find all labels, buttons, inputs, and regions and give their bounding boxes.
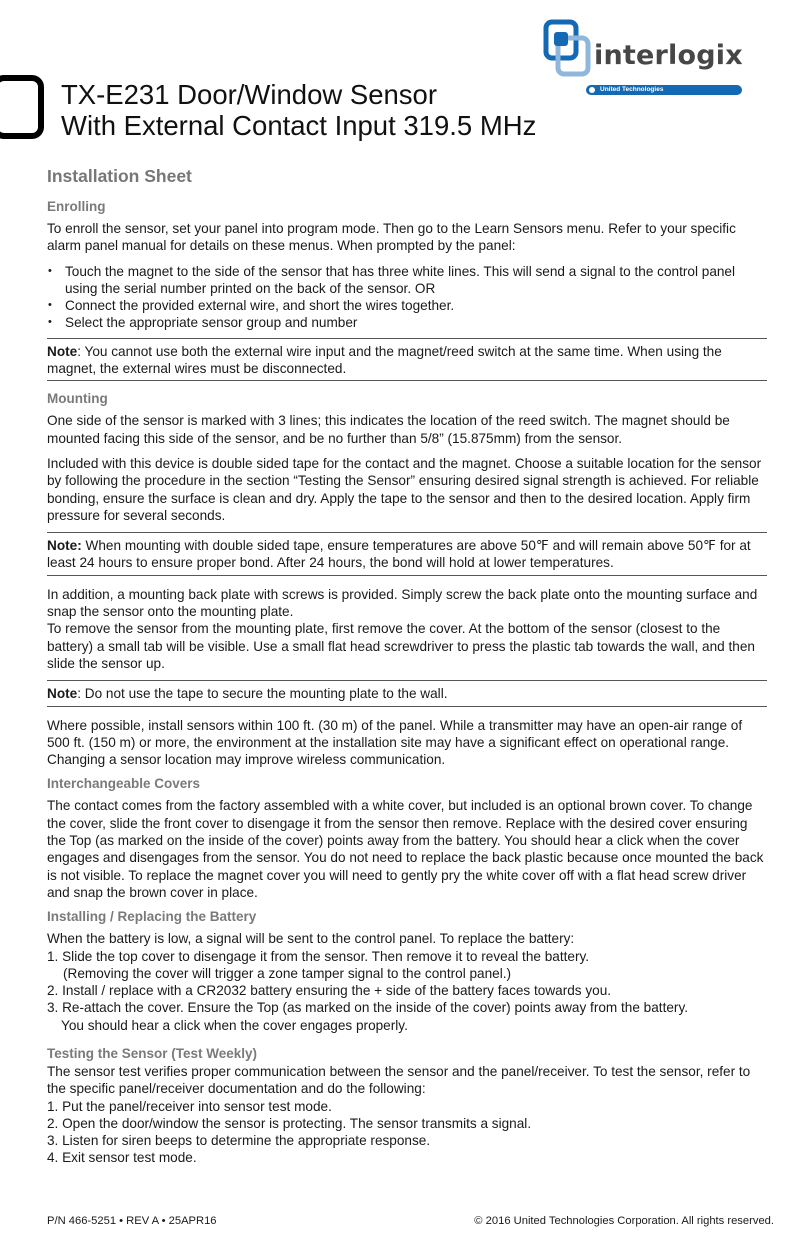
- sheet-title: Installation Sheet: [47, 166, 192, 186]
- brand-name: interlogix: [594, 40, 743, 71]
- brand-logo: [542, 18, 743, 93]
- list-item: • Touch the magnet to the side of the sensor that has three white lines. This will send a signal to the control panel using the serial number printed on the back of the sensor. OR: [47, 263, 767, 298]
- section-testing: [47, 1046, 767, 1167]
- battery-step-1: 1. Slide the top cover to disengage it from the sensor. Then remove it to reveal the battery.: [47, 948, 590, 964]
- note-label: Note: [47, 686, 78, 702]
- title-line-2: With External Contact Input 319.5 MHz: [61, 110, 537, 141]
- note-tape-temperature: [47, 532, 767, 576]
- mounting-paragraph-2: Included with this device is double sided tape for the contact and the magnet. Choose a suitable location for the sensor by following the procedure in the section “Testing the Sensor” ensuring desired signal strength is achieved. For reliable bonding, ensure the surface is clean and dry. Apply the tape to the sensor and then to the desired location. Apply firm pressure for several seconds.: [47, 455, 762, 523]
- heading-mounting: Mounting: [47, 391, 108, 407]
- section-enrolling: [47, 199, 767, 381]
- covers-text: The contact comes from the factory assembled with a white cover, but included is an optional brown cover. To change the cover, slide the front cover to disengage it from the sensor then remove. Replace with the desired cover ensuring the Top (as marked on the inside of the cover) points away from the battery. You should hear a click when the cover engages and disengages from the sensor. You do not need to replace the back plastic because once mounted the back is not visible. To replace the magnet cover you will need to gently pry the white cover off with a flat head screw driver and snap the brown cover in place.: [47, 798, 764, 900]
- page-footer: [47, 1215, 774, 1227]
- note-text: When mounting with double sided tape, ensure temperatures are above 50℉ and will remain above 50℉ for at least 24 hours to ensure proper bond. After 24 hours, the bond will hold at lower temperatures.: [47, 538, 751, 571]
- battery-step-1-note: (Removing the cover will trigger a zone tamper signal to the control panel.): [63, 965, 512, 981]
- brand-tagline: United Technologies: [586, 85, 742, 95]
- list-item: • Select the appropriate sensor group and number: [47, 314, 767, 331]
- testing-step: 3. Listen for siren beeps to determine the appropriate response.: [47, 1133, 431, 1149]
- mounting-paragraph-4: Where possible, install sensors within 100 ft. (30 m) of the panel. While a transmitter may have an open-air range of 500 ft. (150 m) or more, the environment at the installation site may have a significant effect on operational range. Changing a sensor location may improve wireless communication.: [47, 717, 743, 768]
- heading-covers: Interchangeable Covers: [47, 776, 201, 792]
- enrolling-bullets: [47, 263, 767, 332]
- heading-enrolling: Enrolling: [47, 199, 106, 214]
- document-body: [47, 166, 767, 1167]
- corner-frame-mark: [0, 75, 44, 139]
- section-battery: [47, 909, 767, 1034]
- enrolling-intro: To enroll the sensor, set your panel into program mode. Then go to the Learn Sensors menu. Refer to your specific alarm panel manual for details on these menus. When prompted by the panel:: [47, 221, 736, 254]
- title-line-1: TX-E231 Door/Window Sensor: [61, 79, 437, 110]
- copyright: © 2016 United Technologies Corporation. All rights reserved.: [474, 1215, 774, 1227]
- testing-step: 4. Exit sensor test mode.: [47, 1150, 197, 1166]
- note-enrolling: [47, 338, 767, 382]
- section-mounting: [47, 391, 767, 768]
- page-title: [61, 79, 536, 141]
- heading-testing: Testing the Sensor (Test Weekly): [47, 1045, 258, 1061]
- note-text: : Do not use the tape to secure the mounting plate to the wall.: [77, 686, 448, 702]
- battery-intro: When the battery is low, a signal will be sent to the control panel. To replace the battery:: [47, 931, 575, 947]
- section-covers: [47, 776, 767, 901]
- list-item: • Connect the provided external wire, and short the wires together.: [47, 297, 767, 314]
- interlogix-logo-icon: [542, 18, 594, 80]
- note-label: Note:: [47, 538, 82, 554]
- mounting-remove-text: To remove the sensor from the mounting plate, first remove the cover. At the bottom of the sensor (closest to the battery) a small tab will be visible. Use a small flat head screwdriver to press the plastic tab towards the wall, and then slide the sensor up.: [47, 621, 755, 671]
- mounting-paragraph-3: [47, 586, 767, 672]
- battery-steps: [47, 930, 767, 1034]
- testing-intro: The sensor test verifies proper communication between the sensor and the panel/receiver. To test the sensor, refer to the specific panel/receiver documentation and do the following:: [47, 1063, 751, 1097]
- testing-step: 2. Open the door/window the sensor is protecting. The sensor transmits a signal.: [47, 1115, 532, 1131]
- battery-step-3: 3. Re-attach the cover. Ensure the Top (as marked on the inside of the cover) points away from the battery.: [47, 1000, 689, 1016]
- battery-step-3-note: You should hear a click when the cover engages properly.: [61, 1017, 408, 1033]
- note-mounting-plate: [47, 680, 767, 706]
- heading-battery: Installing / Replacing the Battery: [47, 909, 257, 925]
- testing-step: 1. Put the panel/receiver into sensor test mode.: [47, 1098, 332, 1114]
- battery-step-2: 2. Install / replace with a CR2032 battery ensuring the + side of the battery faces towards you.: [47, 983, 612, 999]
- testing-steps: [47, 1063, 767, 1167]
- part-number: P/N 466-5251 • REV A • 25APR16: [47, 1215, 217, 1227]
- note-label: Note: [47, 343, 78, 359]
- mounting-backplate-text: In addition, a mounting back plate with screws is provided. Simply screw the back plate onto the mounting surface and snap the sensor onto the mounting plate.: [47, 586, 758, 620]
- note-text: : You cannot use both the external wire input and the magnet/reed switch at the same time. When using the magnet, the external wires must be disconnected.: [47, 343, 722, 377]
- mounting-paragraph-1: One side of the sensor is marked with 3 lines; this indicates the location of the reed switch. The magnet should be mounted facing this side of the sensor, and be no further than 5/8” (15.875mm) from the sensor.: [47, 413, 730, 446]
